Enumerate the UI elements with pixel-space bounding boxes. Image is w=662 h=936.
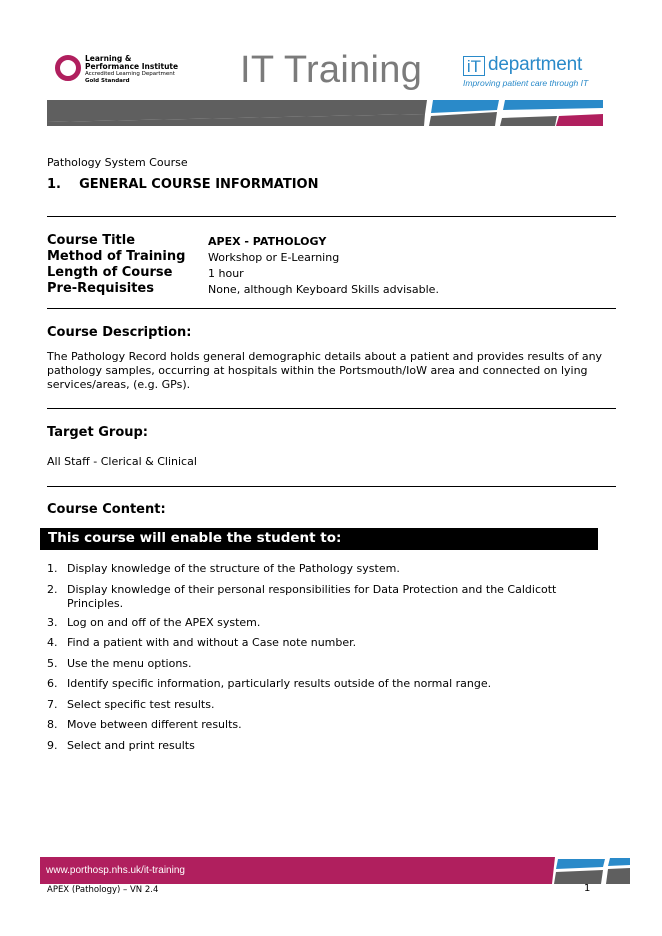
it-department-word: department — [488, 54, 583, 75]
lpi-logo — [55, 55, 195, 91]
lpi-logo-text: Learning & Performance Institute Accredited Learning Department Gold Standard — [85, 54, 179, 84]
description-heading: Course Description: — [47, 325, 192, 340]
info-label-course-title: Course Title — [47, 233, 136, 248]
divider — [47, 408, 616, 409]
info-label-method: Method of Training — [47, 249, 186, 264]
page-number: 1 — [584, 883, 591, 894]
it-department-tagline: Improving patient care through IT — [463, 78, 589, 88]
footer-url: www.porthosp.nhs.uk/it-training — [46, 865, 185, 876]
target-text: All Staff - Clerical & Clinical — [47, 455, 197, 468]
content-bar-text: This course will enable the student to: — [48, 530, 342, 546]
lpi-ring-icon — [55, 55, 81, 81]
info-label-length: Length of Course — [47, 265, 173, 280]
header-banner — [47, 100, 603, 126]
content-heading: Course Content: — [47, 502, 166, 517]
section-heading: 1. GENERAL COURSE INFORMATION — [47, 177, 319, 192]
divider — [47, 308, 616, 309]
divider — [47, 486, 616, 487]
divider — [47, 216, 616, 217]
target-heading: Target Group: — [47, 425, 149, 440]
description-text: The Pathology Record holds general demographic details about a patient and provides results of any pathology samples, occurring at hospitals within the Portsmouth/IoW area and connected on lying services/areas, (e.g. GPs). — [47, 350, 603, 391]
info-label-prereq: Pre-Requisites — [47, 281, 154, 296]
footer-doc-ref: APEX (Pathology) – VN 2.4 — [47, 885, 159, 895]
info-value-method: Workshop or E-Learning — [208, 251, 340, 264]
info-value-prereq: None, although Keyboard Skills advisable. — [208, 283, 439, 296]
content-bar — [40, 528, 598, 550]
info-value-course-title: APEX - PATHOLOGY — [208, 235, 327, 248]
page-title: IT Training — [240, 49, 423, 91]
it-department-logo — [463, 54, 598, 90]
it-box-icon: iT — [463, 56, 485, 76]
info-value-length: 1 hour — [208, 267, 244, 280]
course-subtitle: Pathology System Course — [47, 156, 188, 169]
